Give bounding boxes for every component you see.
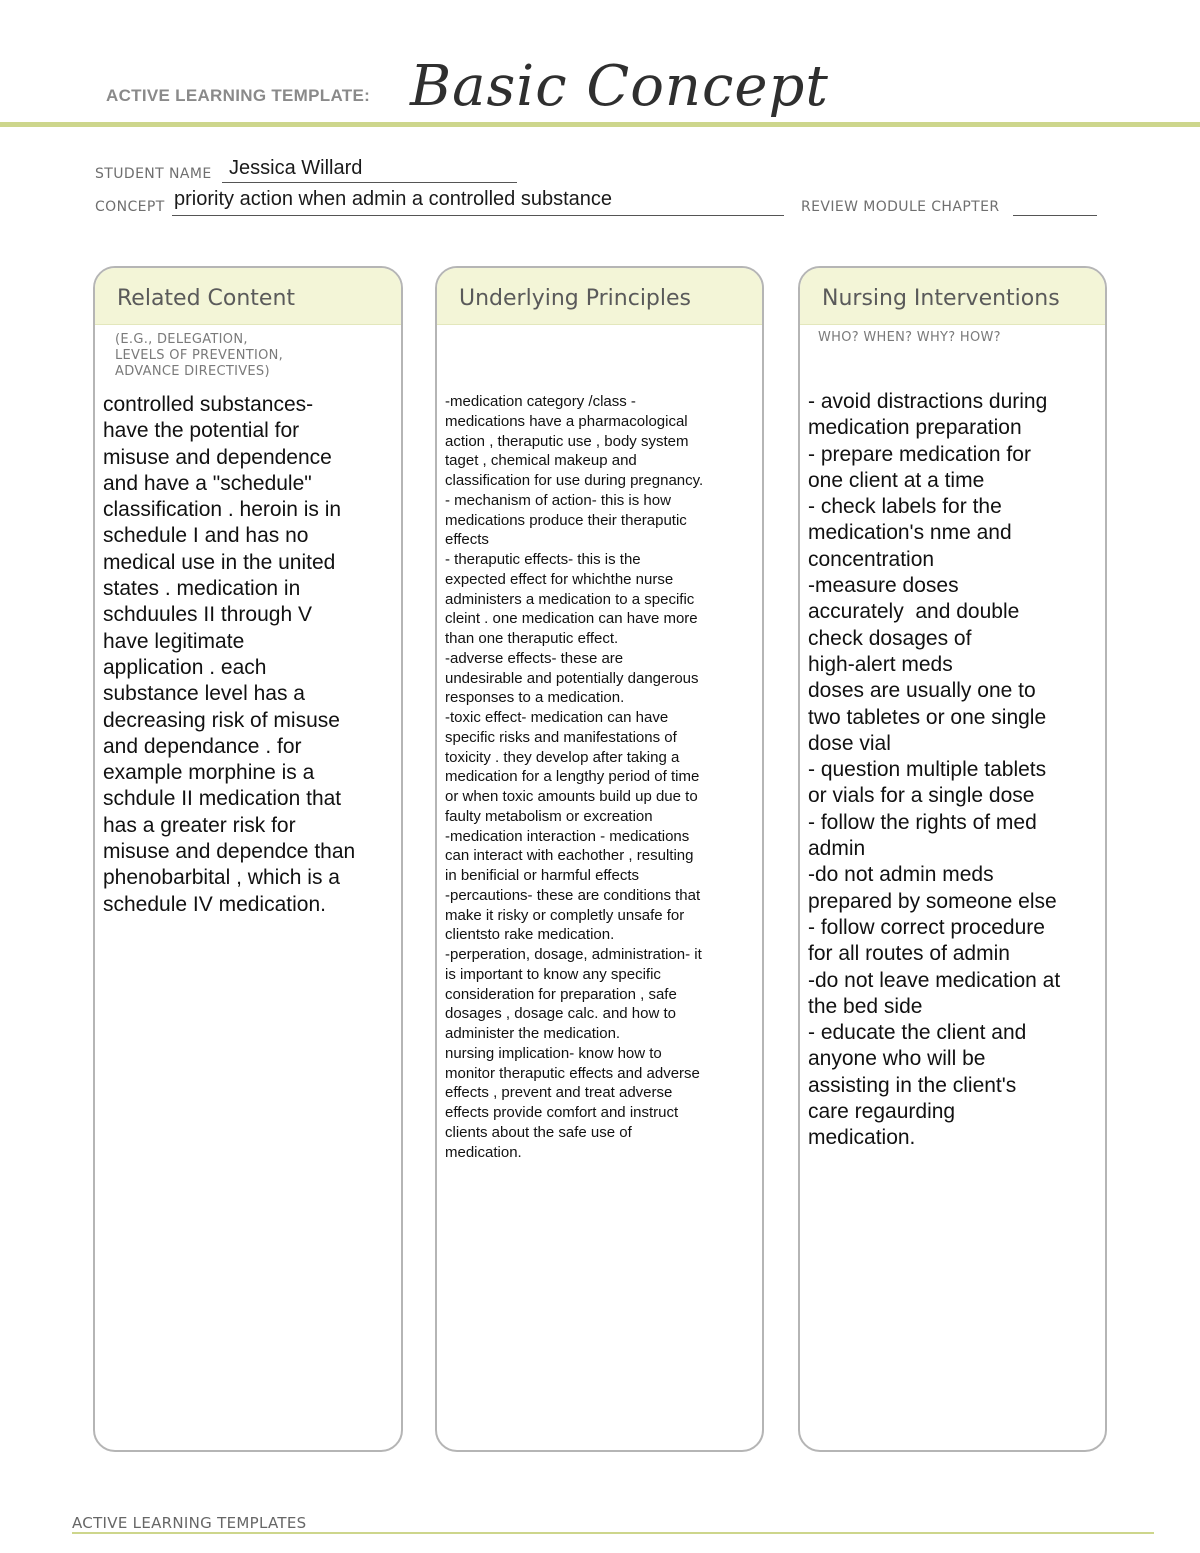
nursing-interventions-title: Nursing Interventions	[822, 286, 1060, 311]
concept-label: CONCEPT	[95, 199, 165, 215]
review-module-label: REVIEW MODULE CHAPTER	[801, 199, 1000, 215]
underlying-principles-panel	[435, 266, 764, 1452]
related-content-panel	[93, 266, 403, 1452]
student-name-label: STUDENT NAME	[95, 166, 212, 182]
student-name-value: Jessica Willard	[229, 157, 363, 179]
nursing-interventions-subtitle: WHO? WHEN? WHY? HOW?	[818, 330, 1001, 345]
underlying-principles-text[interactable]: -medication category /class - medications have a pharmacological action , theraputic use , body system taget , chemical makeup and classification for use during pregnancy. - mechanism of action- this is how medications produce their theraputic effects - theraputic effects- this is the expected effect for whichthe nurse administers a medication to a specific cleint . one medication can have more than one theraputic effect. -adverse effects- these are undesirable and potentially dangerous responses to a medication. -toxic effect- medication can have specific risks and manifestations of toxicity . they develop after taking a medication for a lengthy period of time or when toxic amounts build up due to faulty metabolism or excreation -medication interaction - medications can interact with eachother , resulting in benificial or harmful effects -percautions- these are conditions that make it risky or completly unsafe for clientsto rake medication. -perperation, dosage, administration- it is important to know any specific consideration for preparation , safe dosages , dosage calc. and how to administer the medication. nursing implication- know how to monitor theraputic effects and adverse effects , prevent and treat adverse effects provide comfort and instruct clients about the safe use of medication.	[445, 393, 704, 1161]
template-label: ACTIVE LEARNING TEMPLATE:	[106, 86, 371, 105]
footer-label: ACTIVE LEARNING TEMPLATES	[72, 1514, 307, 1532]
nursing-interventions-text[interactable]: - avoid distractions during medication preparation - prepare medication for one client at a time - check labels for the medication's nme and concentration -measure doses accurately and double check dosages of high-alert meds doses are usually one to two tabletes or one single dose vial - question multiple tablets or vials for a single dose - follow the rights of med admin -do not admin meds prepared by someone else - follow correct procedure for all routes of admin -do not leave medication at the bed side - educate the client and anyone who will be assisting in the client's care regaurding medication.	[808, 390, 1061, 1150]
page-title: Basic Concept	[410, 54, 829, 119]
footer-divider	[72, 1532, 1154, 1534]
nursing-interventions-panel	[798, 266, 1107, 1452]
underlying-principles-title: Underlying Principles	[459, 286, 691, 311]
related-content-subtitle: (E.G., DELEGATION, LEVELS OF PREVENTION, ADVANCE DIRECTIVES)	[115, 332, 284, 379]
header-divider	[0, 122, 1200, 127]
review-module-line[interactable]	[1013, 192, 1097, 216]
related-content-text[interactable]: controlled substances- have the potential for misuse and dependence and have a "schedule" classification . heroin is in schedule I and has no medical use in the united states . medication in schduules II through V have legitimate application . each substance level has a decreasing risk of misuse and dependance . for example morphine is a schdule II medication that has a greater risk for misuse and dependce than phenobarbital , which is a schedule IV medication.	[103, 393, 356, 916]
concept-value: priority action when admin a controlled substance	[174, 188, 613, 210]
related-content-title: Related Content	[117, 286, 296, 311]
